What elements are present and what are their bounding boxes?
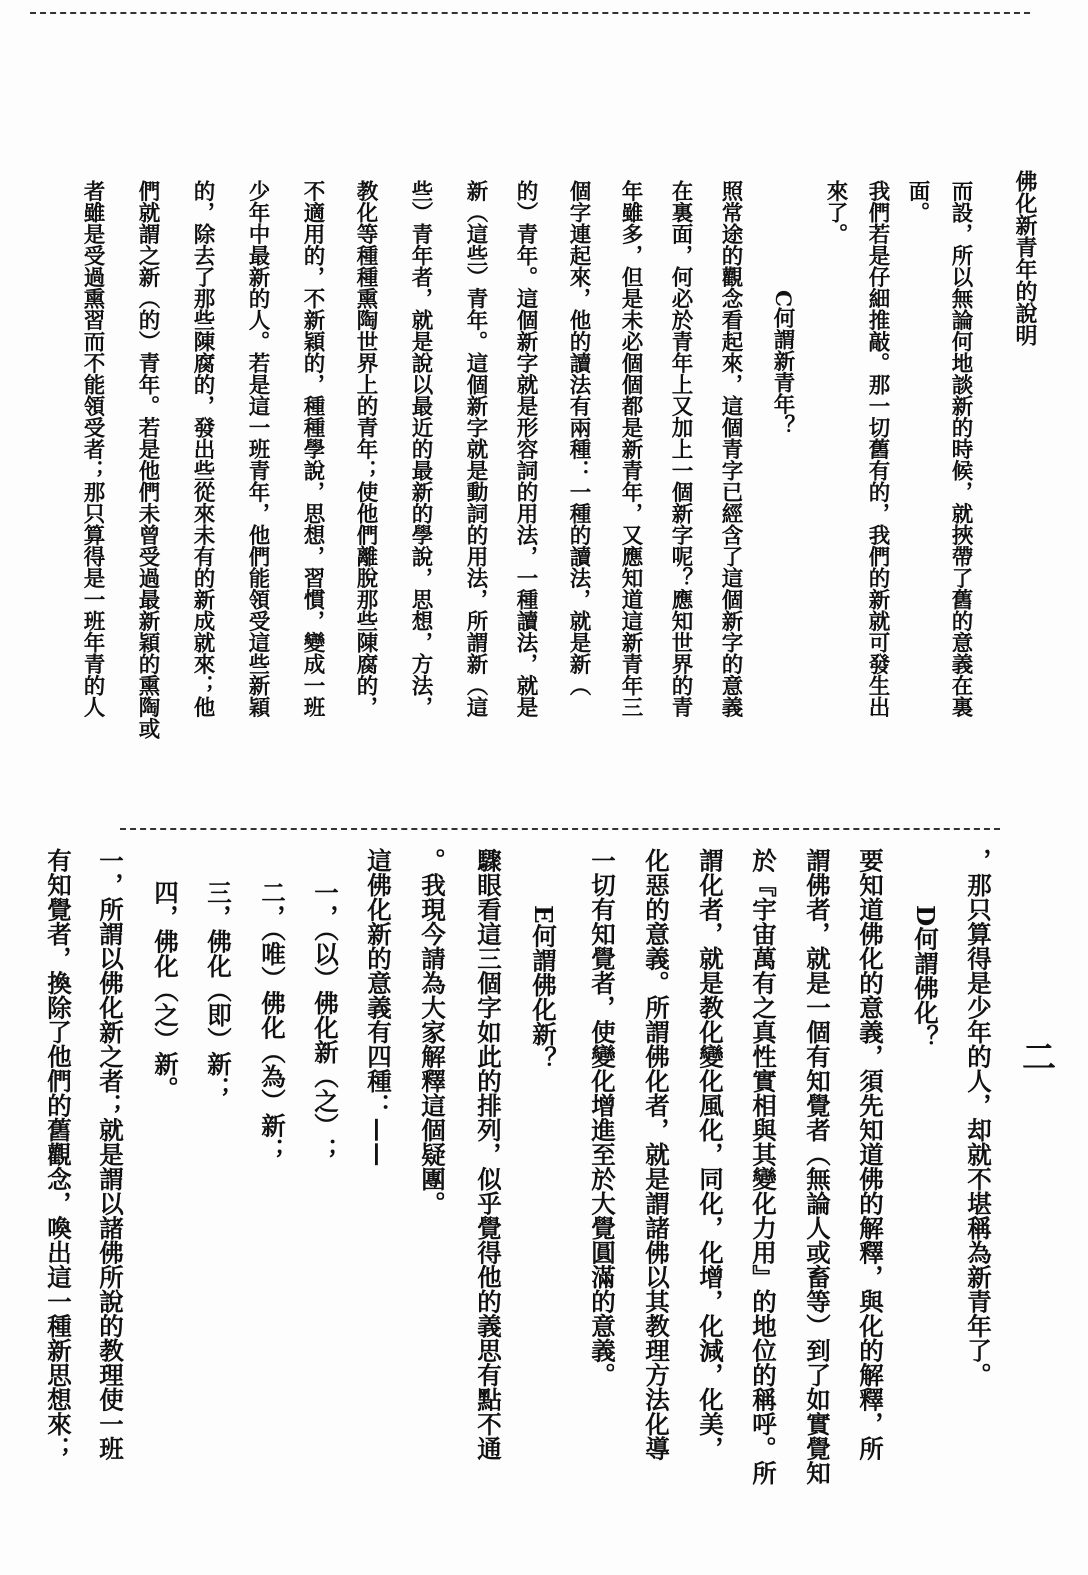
text-column: 教化等種種熏陶世界上的青年；使他們離脫那些陳腐的， [353, 180, 378, 718]
text-column: 於『宇宙萬有之真性實相與其變化力用』的地位的稱呼。所 [749, 848, 778, 1485]
text-column: 在裏面，何必於青年上又加上一個新字呢？應知世界的青 [668, 180, 693, 718]
text-column: 驟眼看這三個字如此的排列，似乎覺得他的義思有點不通 [474, 848, 503, 1461]
text-column: ，那只算得是少年的人，却就不堪稱為新青年了。 [964, 848, 993, 1387]
text-column: 面。 [905, 180, 930, 223]
text-column: 三，佛化（即）新； [204, 880, 233, 1101]
section-heading: D何謂佛化？ [911, 905, 940, 1049]
text-column: 來了。 [823, 180, 848, 245]
text-column: 我們若是仔細推敲。那一切舊有的，我們的新就可發生出 [865, 180, 890, 718]
text-column: 年雖多，但是未必個個都是新青年，又應知道這新青年三 [618, 180, 643, 718]
text-column: 一，（以）佛化新（之）； [311, 880, 340, 1162]
text-column: 照常途的觀念看起來，這個青字已經含了這個新字的意義 [718, 180, 743, 718]
text-column: 新（這些）青年。這個新字就是動詞的用法，所謂新（這 [463, 180, 488, 718]
text-column: 一，所謂以佛化新之者；就是謂以諸佛所說的教理使一班 [96, 848, 125, 1461]
text-column: 的）青年。這個新字就是形容詞的用法，一種讀法，就是 [513, 180, 538, 718]
text-column: 謂佛者，就是一個有知覺者（無論人或畜等）到了如實覺知 [803, 848, 832, 1485]
text-column: 。我現今請為大家解釋這個疑團。 [418, 848, 447, 1216]
text-column: 些）青年者，就是說以最近的最新的學說，思想，方法， [408, 180, 433, 718]
text-column: 化惡的意義。所謂佛化者，就是謂諸佛以其教理方法化導 [642, 848, 671, 1461]
section-heading: C何謂新青年？ [770, 290, 795, 437]
text-column: 謂化者，就是教化變化風化，同化，化增，化減，化美， [696, 848, 725, 1461]
text-column: 的，除去了那些陳腐的，發出些從來未有的新成就來；他 [190, 180, 215, 718]
text-column: 而設，所以無論何地談新的時候，就挾帶了舊的意義在裏 [948, 180, 973, 718]
section-heading: E何謂佛化新？ [529, 905, 558, 1071]
text-column: 們就謂之新（的）青年。若是他們未曾受過最新穎的熏陶或 [135, 180, 160, 739]
text-column: 者雖是受過熏習而不能領受者；那只算得是一班年青的人 [80, 180, 105, 718]
text-column: 個字連起來，他的讀法有兩種：一種的讀法，就是新（ [566, 180, 591, 696]
top-divider [30, 12, 1030, 14]
text-column: 一切有知覺者，使變化增進至於大覺圓滿的意義。 [588, 848, 617, 1387]
text-column: 有知覺者，換除了他們的舊觀念，喚出這一種新思想來； [44, 848, 73, 1461]
text-column: 要知道佛化的意義，須先知道佛的解釋，與化的解釋，所 [856, 848, 885, 1461]
middle-divider [120, 828, 1000, 830]
text-column: 這佛化新的意義有四種：—— [364, 848, 393, 1167]
text-column: 不適用的，不新穎的，種種學說，思想，習慣，變成一班 [300, 180, 325, 718]
text-column: 少年中最新的人。若是這一班青年，他們能領受這些新穎 [245, 180, 270, 718]
page-number: 二 [1022, 1038, 1056, 1078]
text-column: 四，佛化（之）新。 [151, 880, 180, 1101]
text-column: 二，（唯）佛化（為）新； [258, 880, 287, 1162]
running-header: 佛化新青年的說明 [1012, 170, 1038, 346]
